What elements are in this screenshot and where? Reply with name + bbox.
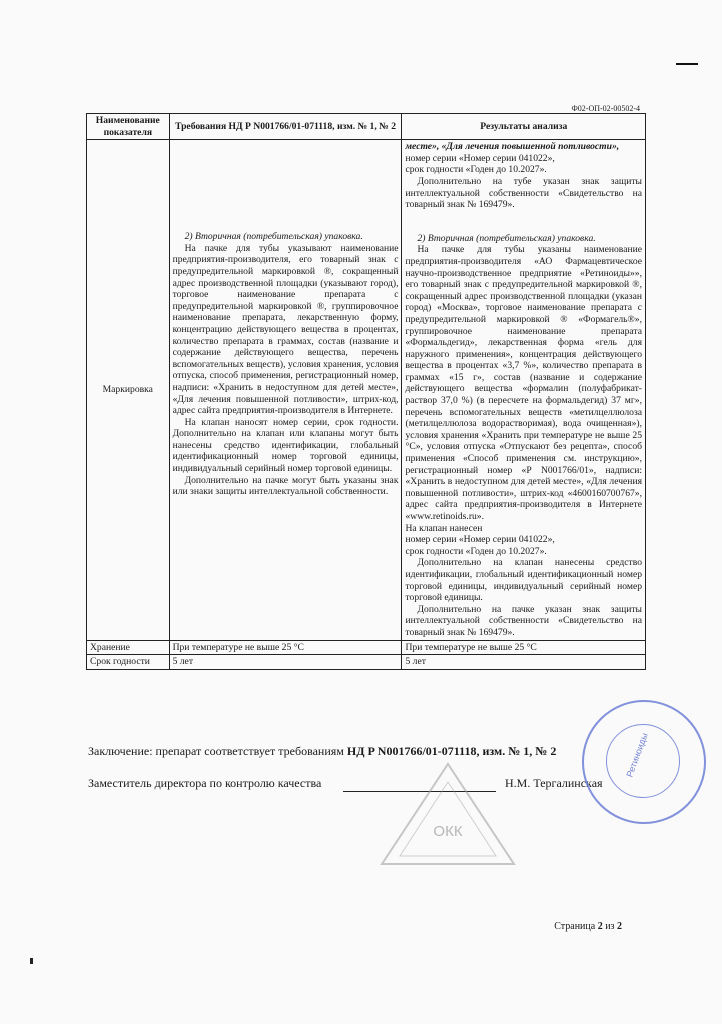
res-line: месте», «Для лечения повышенной потливости», — [405, 141, 620, 153]
res-line: срок годности «Годен до 10.2027». — [405, 545, 547, 557]
conclusion-text: Заключение: препарат соответствует требованиям — [88, 744, 347, 758]
shelf-life-result: 5 лет — [402, 655, 646, 670]
top-mark — [676, 63, 698, 65]
table-row — [87, 655, 646, 670]
shelf-life-label: Срок годности — [87, 655, 170, 670]
res-line: Дополнительно на тубе указан знак защиты интеллектуальной собственности «Свидетельство на товарный знак № 169479». — [405, 175, 642, 211]
res-line: На клапан нанесен — [405, 522, 483, 534]
res-paragraph: На пачке для тубы указаны наименование предприятия-производителя «АО Фармацевтическое научно-производственное предприятие «Ретиноиды»», его товарный знак с предупредительной маркировкой ®, сокращенный адрес производственной площадки (указан город) «Москва», торговое наименование препарата с предупредительной маркировкой ® «Формагель®», группировочное наименование препарата «Формальдегид», лекарственная форма «гель для наружного применения», концентрация действующего вещества в процентах «3,7 %», количество препарата в граммах «15 г», состав (название и содержание действующего вещества «формалин (полуфабрикат-раствор 37,0 %) (в пересчете на формальдегид) 37 мг», перечень вспомогательных веществ «метилцеллюлоза (метилцеллюлоза водорастворимая), вода очищенная»), условия хранения «Хранить при температуре не выше 25 °С», условия отпуска «Отпускают без рецепта», способ применения «Способ применения см. инструкцию», регистрационный номер «Р N001766/01», надписи: «Хранить в недоступном для детей месте», «Для лечения повышенной потливости», штрих-код «4600160700767», адрес сайта предприятия-производителя в Интернете «www.retinoids.ru». — [405, 244, 642, 522]
header-requirements: Требования НД Р N001766/01-071118, изм. № 1, № 2 — [169, 114, 402, 140]
res-paragraph: Дополнительно на клапан нанесены средство идентификации, глобальный идентификационный номер торговой единицы, индивидуальный серийный номер торговой единицы. — [405, 557, 642, 604]
shelf-life-requirement: 5 лет — [169, 655, 402, 670]
deputy-title: Заместитель директора по контролю качества — [88, 776, 322, 790]
header-parameter: Наименование показателя — [87, 114, 170, 140]
res-line: номер серии «Номер серии 041022», — [405, 152, 555, 164]
round-stamp-text: Ретиноиды — [624, 731, 650, 779]
req-paragraph: На клапан наносят номер серии, срок годности. Дополнительно на клапан или клапаны могут быть нанесены средство идентификации, глобальный идентификационный номер торговой единицы, индивидуальный серийный номер торговой единицы. — [172, 416, 399, 475]
res-line: срок годности «Годен до 10.2027». — [405, 164, 547, 176]
document-id: Ф02-ОП-02-00502-4 — [571, 104, 640, 113]
round-stamp-icon — [582, 700, 706, 824]
marking-results — [402, 140, 646, 640]
margin-mark — [30, 958, 33, 964]
table-row — [87, 640, 646, 655]
deputy-name: Н.М. Тергалинская — [505, 776, 603, 790]
storage-requirement: При температуре не выше 25 °С — [169, 640, 402, 655]
res-title: 2) Вторичная (потребительская) упаковка. — [417, 232, 596, 244]
page-number: Страница 2 из 2 — [554, 921, 622, 932]
conclusion — [88, 744, 556, 759]
req-paragraph: Дополнительно на пачке могут быть указаны знак или знаки защиты интеллектуальной собственности. — [172, 474, 399, 498]
res-paragraph: Дополнительно на пачке указан знак защиты интеллектуальной собственности «Свидетельство на товарный знак № 169479». — [405, 603, 642, 638]
res-line: номер серии «Номер серии 041022», — [405, 534, 555, 546]
storage-result: При температуре не выше 25 °С — [402, 640, 646, 655]
triangle-stamp-icon — [378, 760, 518, 870]
storage-label: Хранение — [87, 640, 170, 655]
conclusion-standard: НД Р N001766/01-071118, изм. № 1, № 2 — [346, 744, 557, 758]
table-row — [87, 140, 646, 640]
req-title: 2) Вторичная (потребительская) упаковка. — [184, 231, 363, 243]
header-results: Результаты анализа — [402, 114, 646, 140]
triangle-stamp-text: ОКК — [433, 823, 463, 840]
table-header-row — [87, 114, 646, 140]
marking-label: Маркировка — [87, 140, 170, 640]
req-paragraph: На пачке для тубы указывают наименование предприятия-производителя, его товарный знак с предупредительной маркировкой ®, сокращенный адрес производственной площадки (указывают город), торговое наименование препарата с предупредительной маркировкой ®, группировочное наименование препарата, лекарственную форму, концентрацию действующего вещества в процентах, количество препарата в граммах, состав (название и содержание действующего вещества, перечень вспомогательных веществ), условия хранения, условия отпуска, способ применения, регистрационный номер, надписи: «Хранить в недоступном для детей месте», «Для лечения повышенной потливости», штрих-код, адрес сайта предприятия-производителя в Интернете. — [172, 242, 399, 417]
marking-table — [86, 113, 646, 670]
marking-requirements — [169, 140, 402, 640]
